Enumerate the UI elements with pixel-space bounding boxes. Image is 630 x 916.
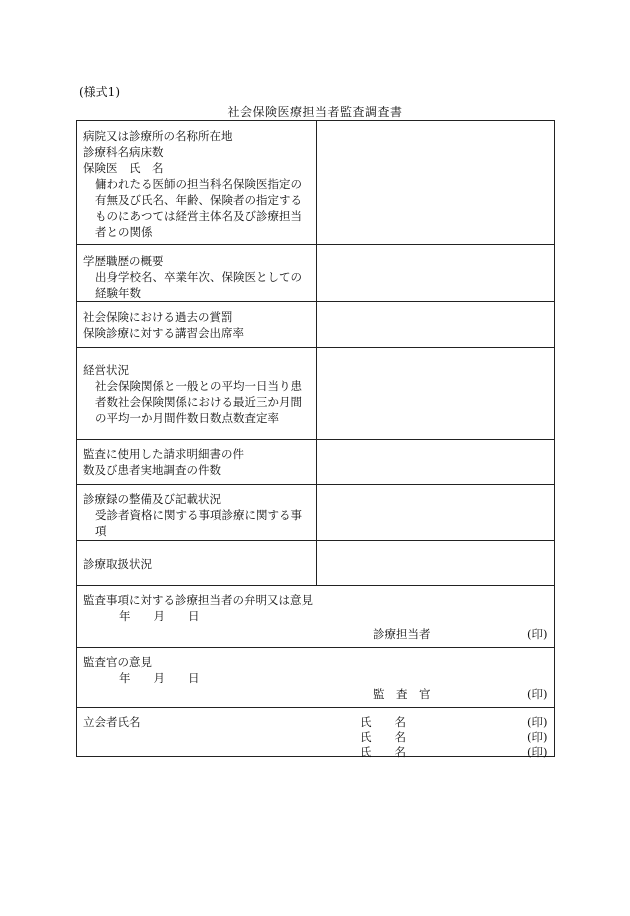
row-audit-items	[77, 440, 554, 485]
document-title: 社会保険医療担当者監査調査書	[227, 105, 403, 119]
form-number: (様式1)	[79, 85, 120, 99]
witness-name-label: 氏 名	[360, 715, 406, 729]
row-hospital-label	[77, 121, 317, 244]
row-handling-label	[77, 541, 317, 585]
row-inspector[interactable]	[77, 648, 554, 708]
row-hospital-value[interactable]	[317, 121, 554, 244]
row-record-label	[77, 302, 317, 347]
row-management-label	[77, 348, 317, 439]
witness-name-label: 氏 名	[360, 730, 406, 744]
education-line: 学歴職歴の概要	[83, 254, 164, 268]
audit-form	[76, 120, 555, 757]
records-status-line: 診療録の整備及び記載状況	[83, 492, 221, 506]
record-line: 保険診療に対する講習会出席率	[83, 326, 244, 340]
row-management-value[interactable]	[317, 348, 554, 439]
audit-items-line: 数及び患者実地調査の件数	[83, 463, 221, 477]
hospital-line: 保険医 氏 名	[83, 161, 164, 175]
row-education	[77, 245, 554, 302]
explanation-date: 年 月 日	[119, 609, 200, 623]
row-audit-items-label	[77, 440, 317, 484]
management-line: 社会保険関係と一般との平均一日当り患	[95, 379, 302, 393]
hospital-line: 者との関係	[95, 225, 153, 239]
row-hospital	[77, 121, 554, 245]
hospital-line: ものにあつては経営主体名及び診療担当	[95, 209, 302, 223]
hospital-line: 傭われたる医師の担当科名保険医指定の	[95, 177, 302, 191]
education-line: 経験年数	[95, 286, 141, 300]
inspector-date: 年 月 日	[119, 671, 200, 685]
witness-heading: 立会者氏名	[83, 715, 141, 729]
row-education-value[interactable]	[317, 245, 554, 301]
handling-line: 診療取扱状況	[83, 557, 152, 571]
seal-mark: (印)	[527, 687, 548, 701]
witness-name-label: 氏 名	[360, 745, 406, 759]
record-line: 社会保険における過去の賞罰	[83, 310, 233, 324]
seal-mark: (印)	[527, 715, 548, 729]
row-witness[interactable]	[77, 708, 554, 759]
row-explanation[interactable]	[77, 586, 554, 648]
row-management	[77, 348, 554, 440]
hospital-line: 病院又は診療所の名称所在地	[83, 129, 233, 143]
row-records-status-value[interactable]	[317, 485, 554, 540]
explanation-heading: 監査事項に対する診療担当者の弁明又は意見	[83, 593, 313, 607]
audit-items-line: 監査に使用した請求明細書の件	[83, 447, 244, 461]
row-education-label	[77, 245, 317, 301]
management-line: 経営状況	[83, 363, 129, 377]
inspector-heading: 監査官の意見	[83, 655, 152, 669]
row-records-status-label	[77, 485, 317, 540]
row-handling-value[interactable]	[317, 541, 554, 585]
records-status-line: 項	[95, 524, 107, 538]
row-records-status	[77, 485, 554, 541]
inspector-signer: 監 査 官	[373, 687, 431, 701]
seal-mark: (印)	[527, 627, 548, 641]
management-line: 者数社会保険関係における最近三か月間	[95, 395, 302, 409]
row-record-value[interactable]	[317, 302, 554, 347]
records-status-line: 受診者資格に関する事項診療に関する事	[95, 508, 302, 522]
row-audit-items-value[interactable]	[317, 440, 554, 484]
row-handling	[77, 541, 554, 586]
row-record	[77, 302, 554, 348]
seal-mark: (印)	[527, 745, 548, 759]
education-line: 出身学校名、卒業年次、保険医としての	[95, 270, 302, 284]
seal-mark: (印)	[527, 730, 548, 744]
hospital-line: 有無及び氏名、年齢、保険者の指定する	[95, 193, 302, 207]
management-line: の平均一か月間件数日数点数査定率	[95, 411, 279, 425]
explanation-signer: 診療担当者	[373, 627, 431, 641]
hospital-line: 診療科名病床数	[83, 145, 164, 159]
